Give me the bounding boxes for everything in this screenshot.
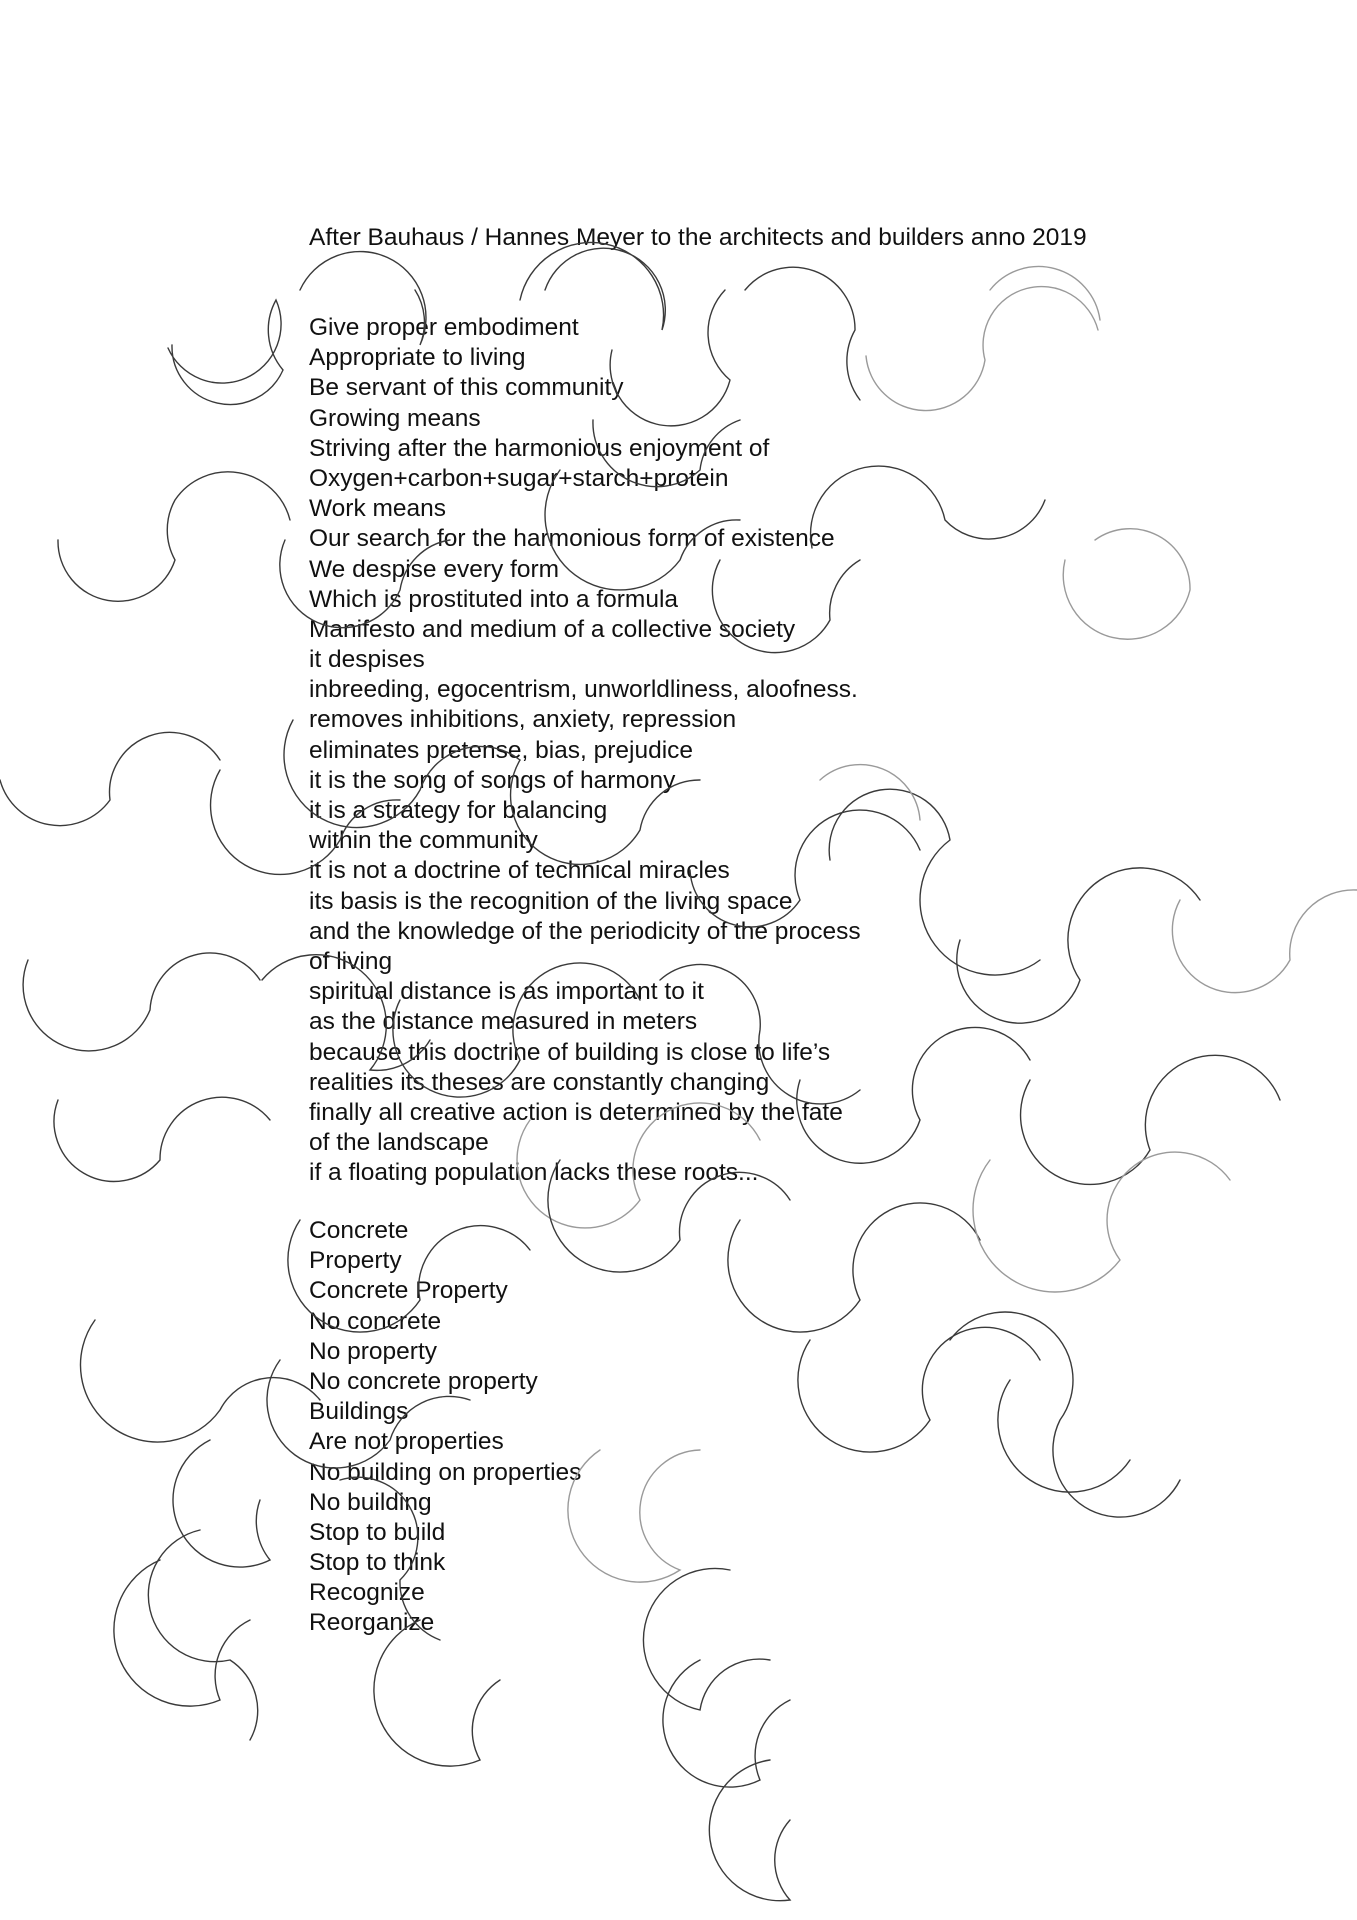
crescent-arc [58, 472, 290, 601]
poem-line: Growing means [309, 404, 481, 432]
crescent-arc [114, 1560, 250, 1706]
poem-line: No building [309, 1488, 432, 1516]
poem-line: Reorganize [309, 1609, 435, 1637]
crescent-arc [728, 1203, 980, 1332]
crescent-arc [798, 1327, 1040, 1452]
crescent-arc [168, 300, 283, 404]
poem-line: it is a strategy for balancing [309, 797, 608, 824]
poem-line: Be servant of this community [309, 374, 624, 402]
poem-line: if a floating population lacks these roots... [309, 1159, 759, 1187]
poem-line: Stop to think [309, 1549, 446, 1577]
crescent-arc [998, 1380, 1130, 1492]
crescent-arc [957, 868, 1200, 1023]
crescent-arc [1172, 890, 1357, 993]
crescent-arc [1063, 529, 1190, 640]
poem-line: We despise every form [309, 555, 560, 583]
poem-line: inbreeding, egocentrism, unworldliness, aloofness. [309, 676, 858, 704]
crescent-arc [866, 287, 1098, 411]
crescent-arc [173, 1440, 270, 1567]
poem-line: Concrete Property [309, 1277, 508, 1305]
crescent-arc [0, 732, 220, 825]
poem-line: Are not properties [309, 1428, 504, 1456]
crescent-arc [663, 1660, 790, 1787]
poem-line: it is not a doctrine of technical miracles [309, 857, 730, 885]
poem-line: its basis is the recognition of the living space [309, 887, 793, 915]
crescent-arc [950, 1312, 1180, 1517]
poem-stanza-2 [309, 1216, 581, 1639]
poem-line: Property [309, 1247, 402, 1275]
poem-line: finally all creative action is determined by the fate [309, 1098, 843, 1126]
crescent-arc [990, 267, 1100, 320]
crescent-arc [148, 1530, 257, 1740]
poem-line: because this doctrine of building is close to life’s [309, 1038, 831, 1066]
crescent-arc [54, 1097, 270, 1181]
poem-line: Manifesto and medium of a collective society [309, 615, 796, 643]
poem-line: Buildings [309, 1398, 409, 1426]
crescent-arc [643, 1568, 770, 1710]
poem-line: realities its theses are constantly changing [309, 1068, 770, 1096]
poem-line: No building on properties [309, 1458, 582, 1486]
poem-line: eliminates pretense, bias, prejudice [309, 736, 694, 764]
poem-line: Give proper embodiment [309, 314, 579, 341]
poem-line: of living [309, 947, 393, 975]
document-title: After Bauhaus / Hannes Meyer to the architects and builders anno 2019 [309, 224, 1087, 251]
poem-line: it is the song of songs of harmony [309, 766, 676, 794]
crescent-arc [709, 1760, 790, 1901]
poem-line: Work means [309, 495, 447, 523]
poem-line: Recognize [309, 1579, 425, 1607]
poem-line: as the distance measured in meters [309, 1008, 698, 1036]
poem-line: No concrete [309, 1307, 442, 1335]
crescent-arc [80, 1320, 320, 1442]
poem-stanza-1 [309, 313, 861, 1188]
poem-line: Stop to build [309, 1518, 446, 1546]
crescent-arc [374, 1620, 500, 1766]
poem-line: Appropriate to living [309, 344, 526, 372]
poem-line: it despises [309, 646, 425, 674]
poem-line: removes inhibitions, anxiety, repression [309, 706, 737, 734]
poem-line: No property [309, 1337, 438, 1365]
poem-line: Concrete [309, 1217, 409, 1244]
poem-line: of the landscape [309, 1129, 489, 1157]
poem-line: Which is prostituted into a formula [309, 585, 679, 613]
crescent-arc [23, 953, 260, 1051]
crescent-arc [568, 1450, 700, 1582]
poem-line: Striving after the harmonious enjoyment of [309, 434, 770, 462]
poem-line: Our search for the harmonious form of existence [309, 525, 835, 553]
poem-line: within the community [309, 827, 538, 855]
poem-line: and the knowledge of the periodicity of the process [309, 917, 861, 945]
crescent-arc [973, 1152, 1230, 1292]
crescent-arc [829, 789, 1040, 975]
poem-line: Oxygen+carbon+sugar+starch+protein [309, 464, 729, 492]
poem-line: spiritual distance is as important to it [309, 978, 704, 1006]
poem-line: No concrete property [309, 1367, 538, 1395]
crescent-arc [1021, 1055, 1280, 1184]
